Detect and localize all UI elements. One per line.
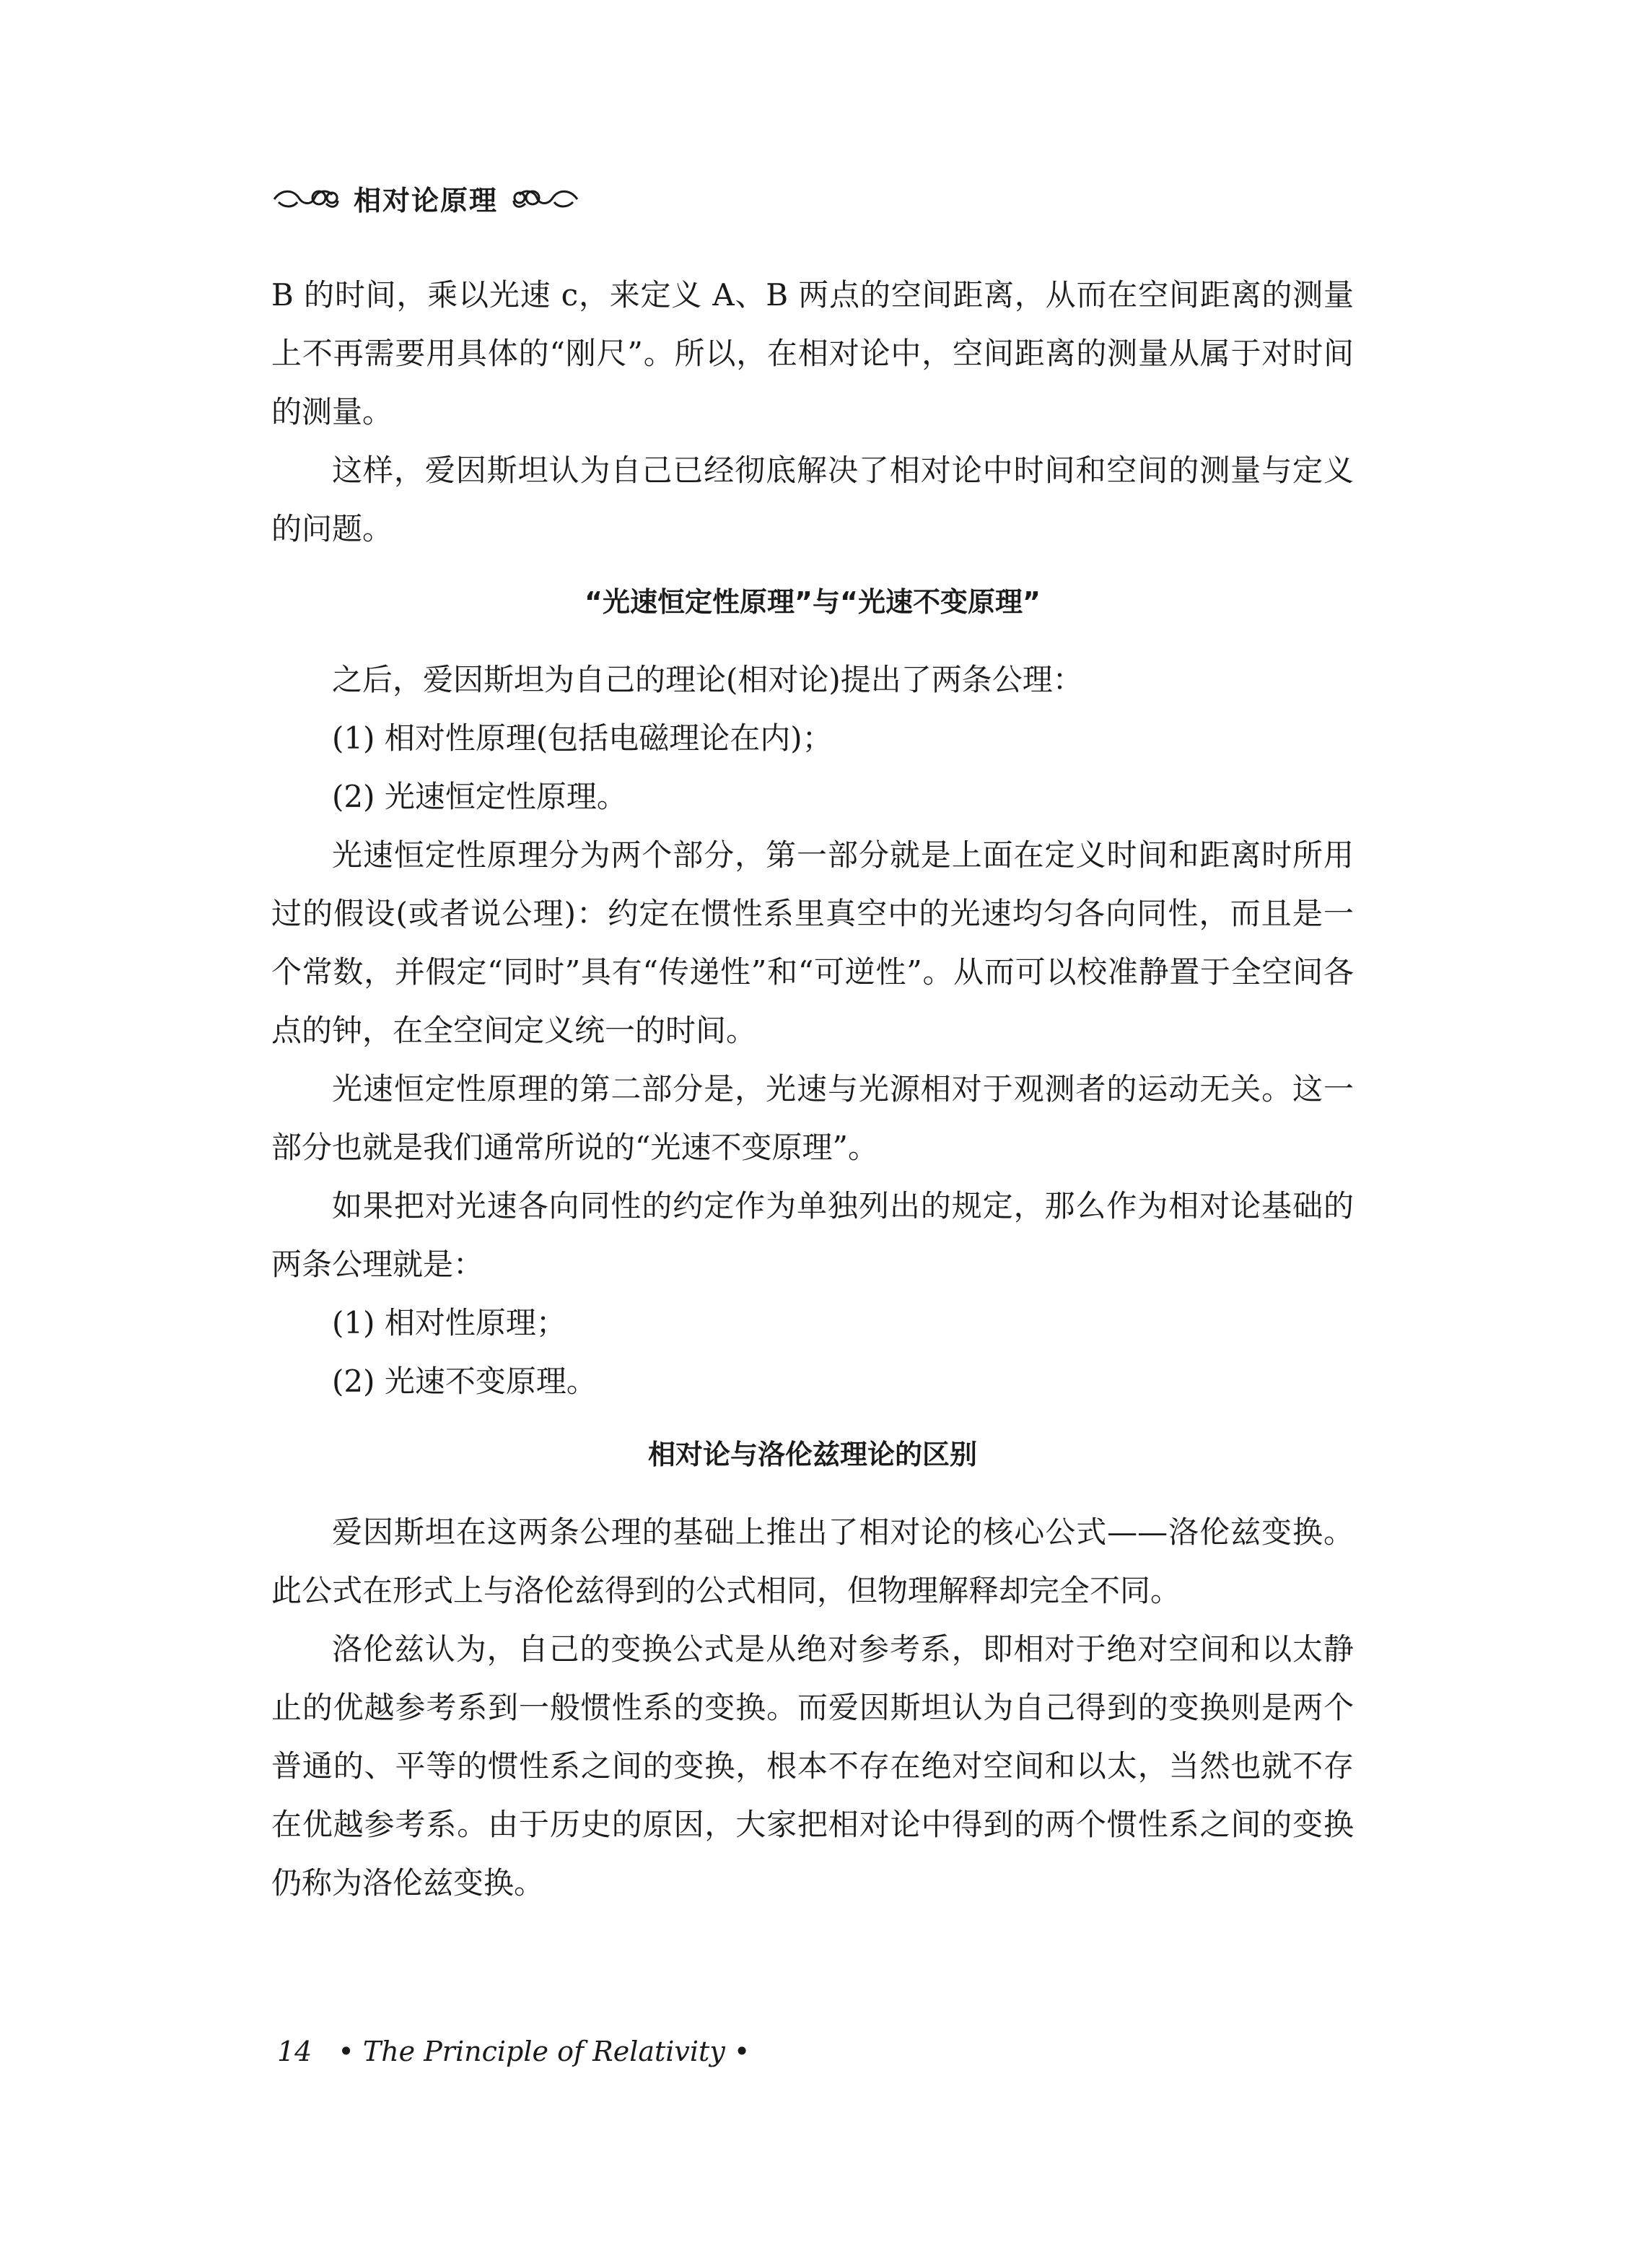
scroll-ornament-icon xyxy=(271,182,341,214)
paragraph: 光速恒定性原理的第二部分是，光速与光源相对于观测者的运动无关。这一部分也就是我们通常所说的“光速不变原理”。 xyxy=(271,1071,1354,1165)
list-item: (1) 相对性原理(包括电磁理论在内)； xyxy=(332,720,833,756)
list-item: (1) 相对性原理； xyxy=(332,1305,566,1340)
footer-book-title: • The Principle of Relativity • xyxy=(338,2036,750,2067)
page-body xyxy=(271,266,1354,1912)
paragraph: 如果把对光速各向同性的约定作为单独列出的规定，那么作为相对论基础的两条公理就是： xyxy=(271,1188,1354,1282)
list-item: (2) 光速不变原理。 xyxy=(332,1364,597,1399)
running-header-title: 相对论原理 xyxy=(354,184,499,217)
paragraph: 之后，爱因斯坦为自己的理论(相对论)提出了两条公理： xyxy=(332,662,1083,697)
scroll-ornament-icon xyxy=(511,182,580,214)
page-footer xyxy=(277,2036,750,2067)
paragraph: 这样，爱因斯坦认为自己已经彻底解决了相对论中时间和空间的测量与定义的问题。 xyxy=(271,453,1354,546)
running-header xyxy=(271,176,580,219)
paragraph: 光速恒定性原理分为两个部分，第一部分就是上面在定义时间和距离时所用过的假设(或者说公理)：约定在惯性系里真空中的光速均匀各向同性，而且是一个常数，并假定“同时”具有“传递性”和“可逆性”。从而可以校准静置于全空间各点的钟，在全空间定义统一的时间。 xyxy=(271,837,1354,1048)
paragraph: B 的时间，乘以光速 c，来定义 A、B 两点的空间距离，从而在空间距离的测量上不再需要用具体的“刚尺”。所以，在相对论中，空间距离的测量从属于对时间的测量。 xyxy=(271,277,1354,429)
list-item: (2) 光速恒定性原理。 xyxy=(332,779,627,814)
paragraph: 爱因斯坦在这两条公理的基础上推出了相对论的核心公式——洛伦兹变换。此公式在形式上与洛伦兹得到的公式相同，但物理解释却完全不同。 xyxy=(271,1514,1354,1608)
page-number: 14 xyxy=(277,2036,312,2067)
section-heading: 相对论与洛伦兹理论的区别 xyxy=(647,1439,977,1470)
section-heading: “光速恒定性原理”与“光速不变原理” xyxy=(585,586,1041,618)
paragraph: 洛伦兹认为，自己的变换公式是从绝对参考系，即相对于绝对空间和以太静止的优越参考系到一般惯性系的变换。而爱因斯坦认为自己得到的变换则是两个普通的、平等的惯性系之间的变换，根本不存在绝对空间和以太，当然也就不存在优越参考系。由于历史的原因，大家把相对论中得到的两个惯性系之间的变换仍称为洛伦兹变换。 xyxy=(271,1631,1354,1901)
